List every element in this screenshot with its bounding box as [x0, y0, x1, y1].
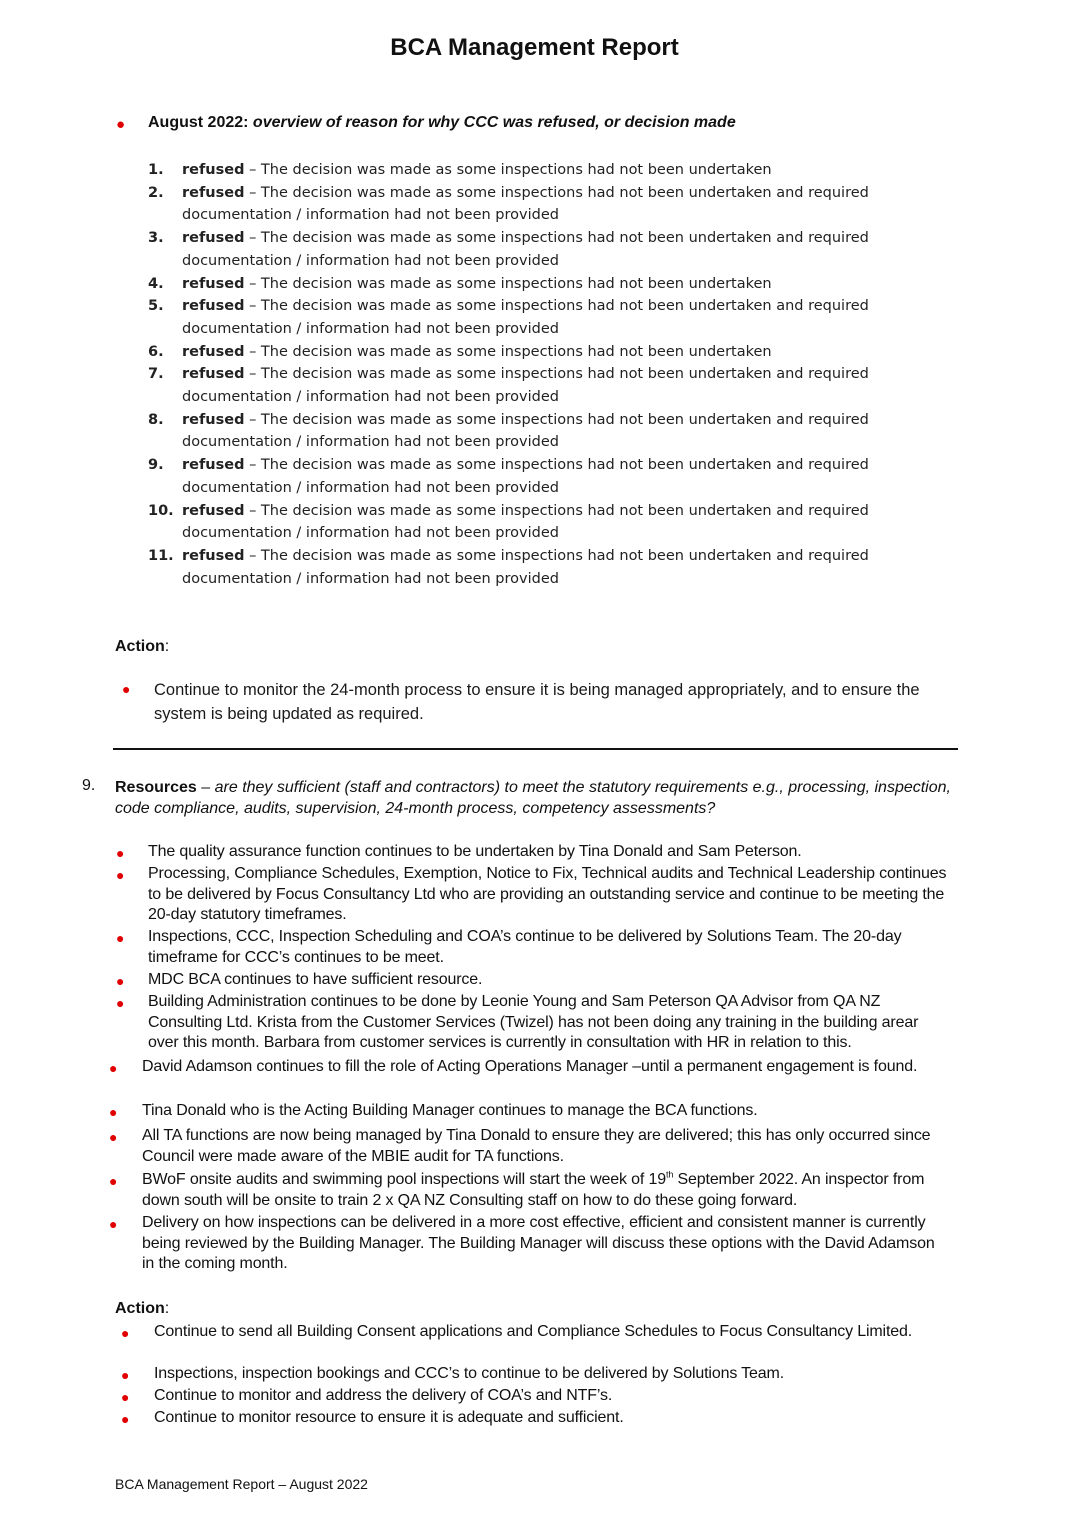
action-item: Continue to monitor and address the delivery of COA’s and NTF’s. — [154, 1387, 613, 1404]
item-number: 10. — [148, 502, 174, 519]
item-number: 11. — [148, 547, 174, 564]
item-status: refused — [182, 230, 245, 247]
section-number: 9. — [82, 777, 96, 794]
action-colon: : — [164, 638, 170, 655]
resource-item: Delivery on how inspections can be delivered in a more cost effective, efficient and consistent manner is currently being reviewed by the Building Manager. The Building Manager will discuss these options with the David Adamson in the coming month. — [142, 1214, 935, 1272]
resource-item: Building Administration continues to be done by Leonie Young and Sam Peterson QA Advisor from QA NZ Consulting Ltd. Krista from the Customer Services (Twizel) has not been doing any training in the building arear over this month. Barbara from customer services is currently in consultation with HR in relation to this. — [148, 993, 919, 1051]
item-text: – The decision was made as some inspections had not been undertaken and required documentation / information had not been provided — [182, 366, 869, 406]
item-text: – The decision was made as some inspections had not been undertaken — [244, 343, 772, 360]
item-status: refused — [182, 275, 245, 292]
item-status: refused — [182, 298, 245, 315]
item-status: refused — [182, 162, 245, 178]
resource-item: All TA functions are now being managed by Tina Donald to ensure they are delivered; this has only occurred since Council were made aware of the MBIE audit for TA functions. — [142, 1127, 931, 1165]
heading-colon: : — [243, 114, 253, 131]
bullet-icon: ● — [116, 930, 125, 946]
bullet-icon: ● — [109, 1216, 118, 1232]
item-text: – The decision was made as some inspections had not been undertaken and required documentation / information had not been provided — [182, 298, 869, 337]
list-item — [148, 363, 928, 408]
item-text: – The decision was made as some inspections had not been undertaken — [244, 275, 772, 292]
bullet-icon: ● — [121, 1325, 130, 1341]
list-item — [148, 295, 928, 340]
item-number: 4. — [148, 275, 164, 292]
bullet-icon: ● — [109, 1129, 118, 1145]
bullet-icon: ● — [116, 973, 125, 989]
section-divider — [113, 748, 958, 750]
section-heading-question: – are they sufficient (staff and contractors) to meet the statutory requirements e.g., processing, inspection, code compliance, audits, supervision, 24-month process, competency assessments? — [115, 779, 951, 817]
item-number: 3. — [148, 230, 164, 247]
resource-item: The quality assurance function continues to be undertaken by Tina Donald and Sam Peterson. — [148, 843, 802, 860]
bullet-icon: ● — [122, 681, 131, 697]
list-item — [148, 273, 928, 296]
item-number: 8. — [148, 411, 164, 428]
bullet-icon: ● — [121, 1367, 130, 1383]
item-text: – The decision was made as some inspections had not been undertaken and required documentation / information had not been provided — [182, 547, 869, 587]
page-footer: BCA Management Report – August 2022 — [115, 1476, 368, 1492]
item-status: refused — [182, 411, 245, 428]
bullet-icon: ● — [121, 1389, 130, 1405]
list-item — [148, 409, 928, 454]
resource-item: Inspections, CCC, Inspection Scheduling and COA’s continue to be delivered by Solutions Team. The 20-day timeframe for CCC’s continues to be meet. — [148, 928, 902, 966]
resource-item: David Adamson continues to fill the role of Acting Operations Manager –until a permanent engagement is found. — [142, 1058, 918, 1075]
section-heading-title: Resources — [115, 779, 197, 796]
item-text: – The decision was made as some inspections had not been undertaken and required documentation / information had not been provided — [182, 230, 869, 269]
list-item — [148, 454, 928, 499]
bullet-icon: ● — [109, 1060, 118, 1076]
bullet-icon: ● — [109, 1104, 118, 1120]
august-heading-desc: overview of reason for why CCC was refused, or decision made — [252, 114, 736, 131]
section-heading — [115, 777, 955, 819]
bwof-text-cont: September 2022. An inspector from down south will be onsite to train 2 x QA NZ Consulting staff on how to do these going forward. — [142, 1171, 925, 1209]
item-status: refused — [182, 547, 245, 564]
action-item: Continue to send all Building Consent applications and Compliance Schedules to Focus Consultancy Limited. — [154, 1323, 913, 1340]
item-status: refused — [182, 343, 245, 360]
resource-item — [142, 1170, 957, 1211]
refused-list — [148, 159, 928, 590]
resource-item: Processing, Compliance Schedules, Exemption, Notice to Fix, Technical audits and Technical Leadership continues to be delivered by Focus Consultancy Ltd who are providing an outstanding service and continue to be meeting the 20-day statutory timeframes. — [148, 865, 947, 923]
action-item: Continue to monitor the 24-month process to ensure it is being managed appropriately, and to ensure the system is being updated as required. — [154, 681, 920, 723]
ordinal-suffix: th — [665, 1169, 674, 1180]
list-item — [148, 227, 928, 272]
item-number: 7. — [148, 366, 164, 383]
item-number: 1. — [148, 162, 164, 178]
bullet-icon: ● — [116, 867, 125, 883]
bullet-icon: ● — [116, 116, 126, 133]
item-status: refused — [182, 184, 245, 201]
bullet-icon: ● — [116, 995, 125, 1011]
page-title: BCA Management Report — [390, 34, 679, 61]
action-label: Action — [115, 1300, 165, 1317]
bullet-icon: ● — [109, 1173, 118, 1189]
resource-item: MDC BCA continues to have sufficient resource. — [148, 971, 483, 988]
item-text: – The decision was made as some inspections had not been undertaken and required documentation / information had not been provided — [182, 411, 869, 451]
action-colon: : — [164, 1300, 170, 1317]
list-item — [148, 159, 928, 182]
item-number: 5. — [148, 298, 164, 315]
bullet-icon: ● — [121, 1411, 130, 1427]
list-item — [148, 500, 928, 545]
action-item: Inspections, inspection bookings and CCC’s to continue to be delivered by Solutions Team. — [154, 1365, 785, 1382]
action-heading — [115, 638, 169, 656]
item-text: – The decision was made as some inspections had not been undertaken and required documentation / information had not been provided — [182, 502, 869, 542]
item-number: 9. — [148, 457, 164, 474]
action-heading — [115, 1300, 169, 1318]
list-item — [148, 182, 928, 227]
item-status: refused — [182, 502, 245, 519]
item-text: – The decision was made as some inspections had not been undertaken and required documentation / information had not been provided — [182, 457, 869, 496]
item-number: 6. — [148, 343, 164, 360]
item-status: refused — [182, 457, 245, 474]
resource-item: Tina Donald who is the Acting Building Manager continues to manage the BCA functions. — [142, 1102, 758, 1119]
list-item — [148, 545, 928, 590]
august-heading-date: August 2022 — [148, 114, 244, 131]
item-text: – The decision was made as some inspections had not been undertaken and required documentation / information had not been provided — [182, 184, 869, 224]
bwof-text: BWoF onsite audits and swimming pool inspections will start the week of 19 — [142, 1171, 666, 1188]
action-label: Action — [115, 638, 165, 655]
august-heading — [148, 114, 736, 132]
bullet-icon: ● — [116, 845, 125, 861]
item-status: refused — [182, 366, 245, 383]
item-text: – The decision was made as some inspections had not been undertaken — [244, 162, 772, 178]
list-item — [148, 341, 928, 364]
action-item: Continue to monitor resource to ensure it is adequate and sufficient. — [154, 1409, 624, 1426]
item-number: 2. — [148, 184, 164, 201]
